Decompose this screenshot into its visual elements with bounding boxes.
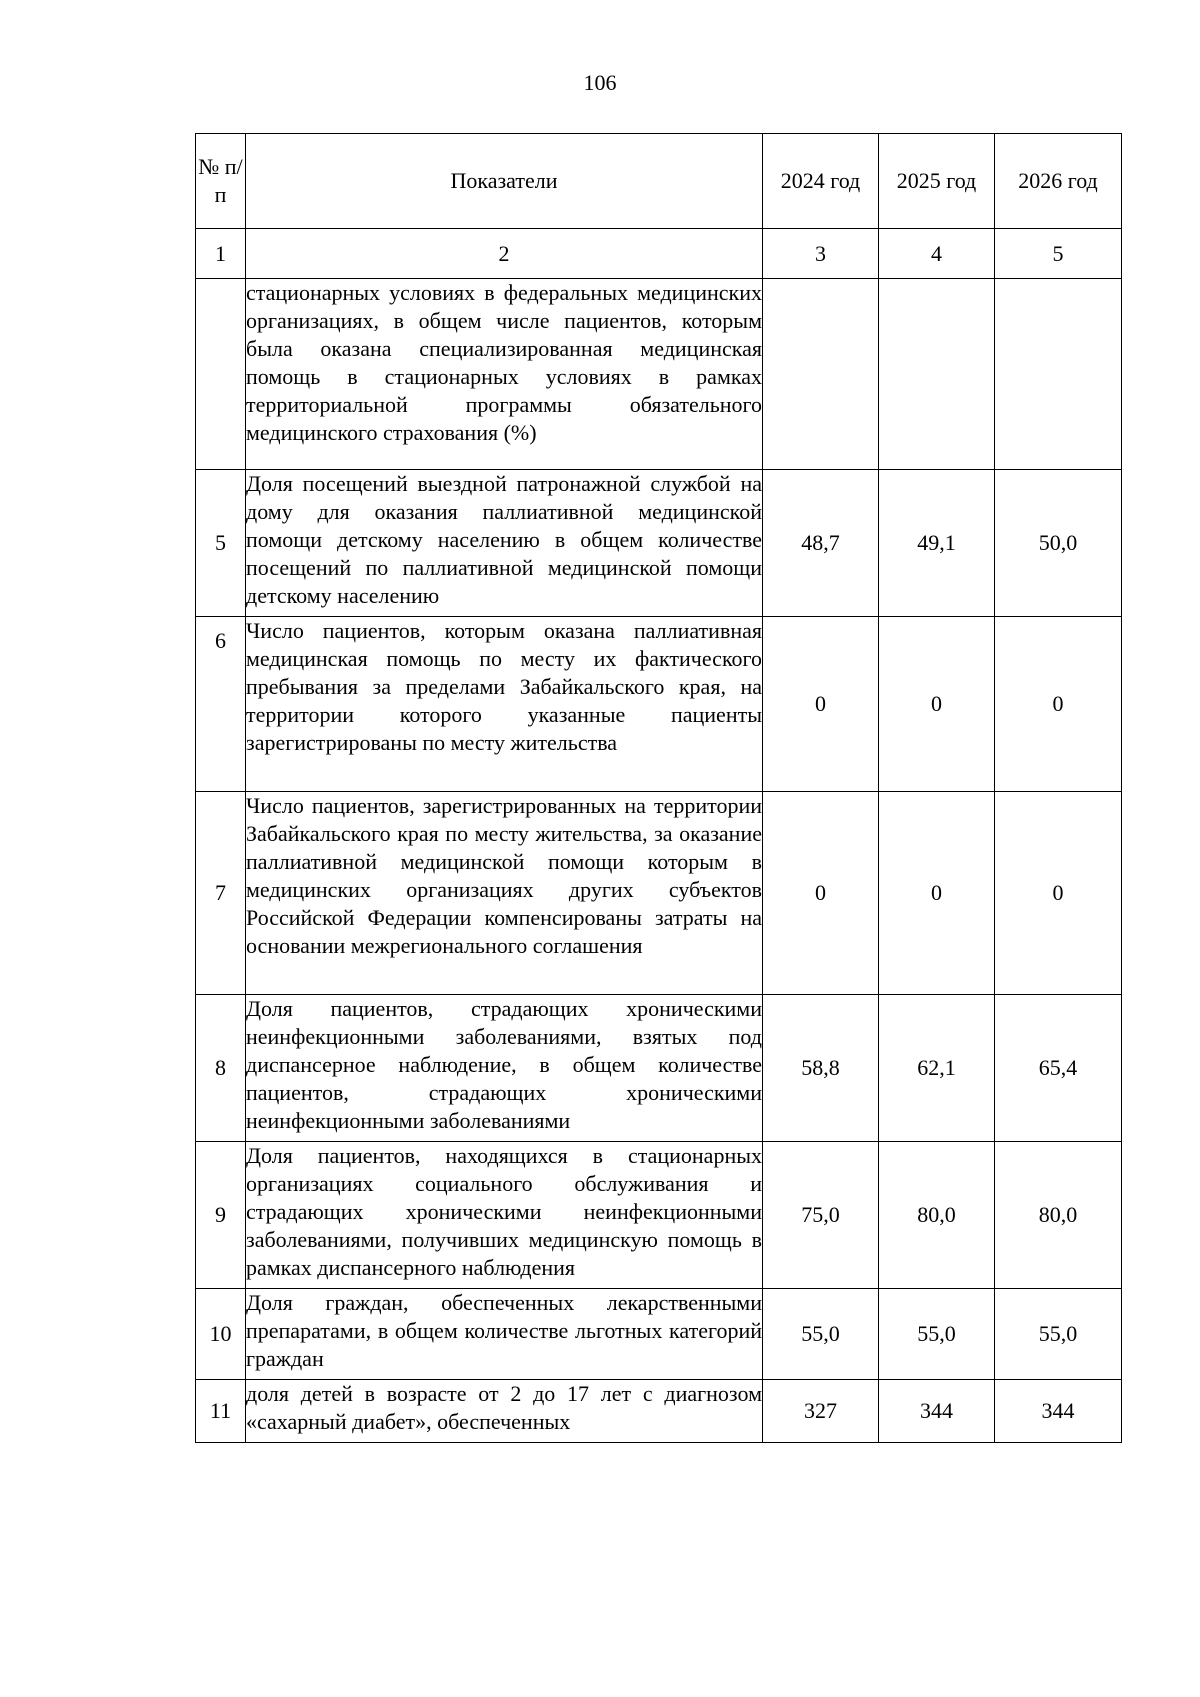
value-2026: 0: [995, 792, 1122, 995]
indicator-text: стационарных условиях в федеральных медицинских организациях, в общем числе пациентов, которым была оказана специализированная медицинская помощь в стационарных условиях в рамках территориальной программы обязательного медицинского страхования (%): [246, 279, 763, 470]
table-header-row: [196, 134, 1122, 229]
indicator-text: доля детей в возрасте от 2 до 17 лет с диагнозом «сахарный диабет», обеспеченных: [246, 1380, 763, 1443]
table-row: [196, 617, 1122, 792]
value-2024: 48,7: [763, 470, 879, 617]
indicator-text: Доля пациентов, страдающих хроническими неинфекционными заболеваниями, взятых под диспансерное наблюдение, в общем количестве пациентов, страдающих хроническими неинфекционными заболеваниями: [246, 995, 763, 1142]
value-2024: 55,0: [763, 1289, 879, 1380]
header-num: № п/п: [196, 134, 246, 229]
column-number: 2: [246, 229, 763, 279]
column-number: 1: [196, 229, 246, 279]
value-2026: 344: [995, 1380, 1122, 1443]
row-number: 10: [196, 1289, 246, 1380]
value-2024: 0: [763, 792, 879, 995]
indicator-text: Доля пациентов, находящихся в стационарных организациях социального обслуживания и страдающих хроническими неинфекционными заболеваниями, получивших медицинскую помощь в рамках диспансерного наблюдения: [246, 1142, 763, 1289]
header-indicator: Показатели: [246, 134, 763, 229]
value-2025: [879, 279, 995, 470]
value-2026: 65,4: [995, 995, 1122, 1142]
value-2026: [995, 279, 1122, 470]
value-2024: [763, 279, 879, 470]
table-row: [196, 470, 1122, 617]
column-number: 5: [995, 229, 1122, 279]
header-2026: 2026 год: [995, 134, 1122, 229]
value-2026: 50,0: [995, 470, 1122, 617]
value-2026: 80,0: [995, 1142, 1122, 1289]
value-2025: 49,1: [879, 470, 995, 617]
header-2025: 2025 год: [879, 134, 995, 229]
indicator-text: Доля посещений выездной патронажной службой на дому для оказания паллиативной медицинской помощи детскому населению в общем количестве посещений по паллиативной медицинской помощи детскому населению: [246, 470, 763, 617]
value-2024: 75,0: [763, 1142, 879, 1289]
value-2026: 55,0: [995, 1289, 1122, 1380]
column-number: 4: [879, 229, 995, 279]
value-2025: 80,0: [879, 1142, 995, 1289]
page-number: 106: [583, 70, 617, 95]
value-2025: 0: [879, 617, 995, 792]
indicators-table: [195, 133, 1122, 1443]
table-row: [196, 1380, 1122, 1443]
row-number: 11: [196, 1380, 246, 1443]
value-2025: 62,1: [879, 995, 995, 1142]
row-number: 8: [196, 995, 246, 1142]
row-number: 7: [196, 792, 246, 995]
indicator-text: Доля граждан, обеспеченных лекарственными препаратами, в общем количестве льготных категорий граждан: [246, 1289, 763, 1380]
table-row: [196, 792, 1122, 995]
table-row: [196, 1289, 1122, 1380]
column-number-row: [196, 229, 1122, 279]
value-2025: 55,0: [879, 1289, 995, 1380]
value-2025: 0: [879, 792, 995, 995]
table-row: [196, 995, 1122, 1142]
header-2024: 2024 год: [763, 134, 879, 229]
row-number: [196, 279, 246, 470]
row-number: 6: [196, 617, 246, 792]
value-2024: 327: [763, 1380, 879, 1443]
indicator-text: Число пациентов, которым оказана паллиативная медицинская помощь по месту их фактического пребывания за пределами Забайкальского края, на территории которого указанные пациенты зарегистрированы по месту жительства: [246, 617, 763, 792]
value-2024: 0: [763, 617, 879, 792]
table-row: [196, 1142, 1122, 1289]
value-2025: 344: [879, 1380, 995, 1443]
value-2024: 58,8: [763, 995, 879, 1142]
row-number: 9: [196, 1142, 246, 1289]
indicator-text: Число пациентов, зарегистрированных на территории Забайкальского края по месту жительства, за оказание паллиативной медицинской помощи которым в медицинских организациях других субъектов Российской Федерации компенсированы затраты на основании межрегионального соглашения: [246, 792, 763, 995]
row-number: 5: [196, 470, 246, 617]
column-number: 3: [763, 229, 879, 279]
table-row: [196, 279, 1122, 470]
value-2026: 0: [995, 617, 1122, 792]
